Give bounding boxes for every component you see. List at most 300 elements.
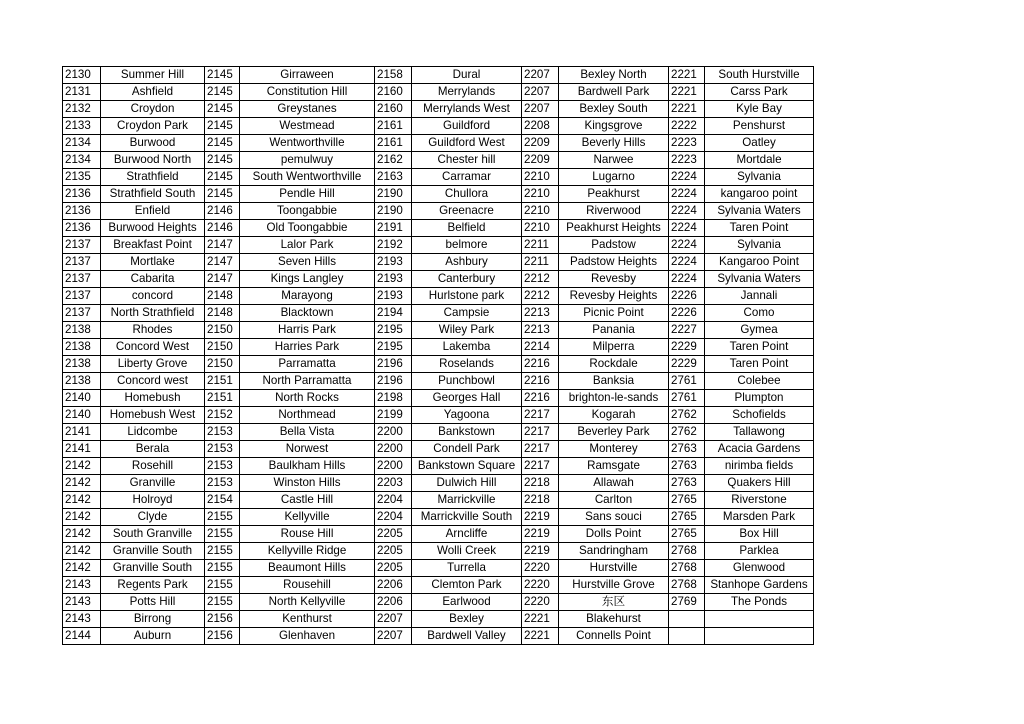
suburb-cell: Concord west bbox=[101, 373, 205, 390]
postcode-cell: 2142 bbox=[63, 526, 101, 543]
postcode-cell: 2217 bbox=[522, 424, 559, 441]
suburb-cell bbox=[705, 628, 814, 645]
postcode-cell: 2142 bbox=[63, 509, 101, 526]
suburb-cell: Ashfield bbox=[101, 84, 205, 101]
suburb-cell: Marrickville South bbox=[412, 509, 522, 526]
table-row bbox=[63, 67, 814, 84]
postcode-cell: 2137 bbox=[63, 288, 101, 305]
suburb-cell: Croydon bbox=[101, 101, 205, 118]
postcode-cell: 2223 bbox=[669, 135, 705, 152]
postcode-cell: 2217 bbox=[522, 441, 559, 458]
table-row bbox=[63, 203, 814, 220]
postcode-cell: 2768 bbox=[669, 543, 705, 560]
suburb-cell: Gymea bbox=[705, 322, 814, 339]
suburb-cell: Hurstville bbox=[559, 560, 669, 577]
postcode-cell: 2156 bbox=[205, 611, 240, 628]
suburb-cell: Bexley South bbox=[559, 101, 669, 118]
postcode-cell: 2147 bbox=[205, 254, 240, 271]
suburb-cell: Breakfast Point bbox=[101, 237, 205, 254]
suburb-cell: Sandringham bbox=[559, 543, 669, 560]
suburb-cell: Baulkham Hills bbox=[240, 458, 375, 475]
suburb-cell: North Strathfield bbox=[101, 305, 205, 322]
postcode-cell: 2160 bbox=[375, 84, 412, 101]
suburb-cell: belmore bbox=[412, 237, 522, 254]
postcode-cell: 2209 bbox=[522, 152, 559, 169]
suburb-cell: Narwee bbox=[559, 152, 669, 169]
suburb-cell: 东区 bbox=[559, 594, 669, 611]
postcode-cell: 2145 bbox=[205, 67, 240, 84]
table-row bbox=[63, 135, 814, 152]
suburb-cell: Bexley bbox=[412, 611, 522, 628]
suburb-cell: Westmead bbox=[240, 118, 375, 135]
suburb-cell: Greenacre bbox=[412, 203, 522, 220]
suburb-cell: Padstow bbox=[559, 237, 669, 254]
postcode-cell: 2219 bbox=[522, 543, 559, 560]
postcode-cell: 2194 bbox=[375, 305, 412, 322]
postcode-cell: 2226 bbox=[669, 305, 705, 322]
suburb-cell: Punchbowl bbox=[412, 373, 522, 390]
postcode-cell: 2223 bbox=[669, 152, 705, 169]
suburb-cell: Yagoona bbox=[412, 407, 522, 424]
postcode-cell bbox=[669, 611, 705, 628]
suburb-cell: Kangaroo Point bbox=[705, 254, 814, 271]
postcode-cell: 2193 bbox=[375, 271, 412, 288]
suburb-cell: Chullora bbox=[412, 186, 522, 203]
table-row bbox=[63, 339, 814, 356]
table-row bbox=[63, 424, 814, 441]
postcode-cell: 2199 bbox=[375, 407, 412, 424]
postcode-cell: 2155 bbox=[205, 577, 240, 594]
suburb-cell: Revesby Heights bbox=[559, 288, 669, 305]
postcode-cell: 2200 bbox=[375, 424, 412, 441]
postcode-cell: 2190 bbox=[375, 186, 412, 203]
postcode-cell: 2191 bbox=[375, 220, 412, 237]
suburb-cell: nirimba fields bbox=[705, 458, 814, 475]
table-row bbox=[63, 458, 814, 475]
postcode-cell: 2146 bbox=[205, 220, 240, 237]
postcode-cell: 2153 bbox=[205, 424, 240, 441]
postcode-cell: 2153 bbox=[205, 475, 240, 492]
postcode-cell: 2150 bbox=[205, 339, 240, 356]
postcode-cell: 2229 bbox=[669, 339, 705, 356]
postcode-cell: 2145 bbox=[205, 118, 240, 135]
suburb-cell: Lakemba bbox=[412, 339, 522, 356]
postcode-cell: 2207 bbox=[375, 611, 412, 628]
suburb-cell: Dulwich Hill bbox=[412, 475, 522, 492]
table-row bbox=[63, 152, 814, 169]
suburb-cell: Winston Hills bbox=[240, 475, 375, 492]
suburb-cell: Box Hill bbox=[705, 526, 814, 543]
suburb-cell: Campsie bbox=[412, 305, 522, 322]
suburb-cell: Padstow Heights bbox=[559, 254, 669, 271]
suburb-cell: Revesby bbox=[559, 271, 669, 288]
postcode-cell: 2150 bbox=[205, 322, 240, 339]
suburb-cell: Canterbury bbox=[412, 271, 522, 288]
postcode-cell: 2142 bbox=[63, 492, 101, 509]
postcode-cell: 2205 bbox=[375, 526, 412, 543]
suburb-cell: Condell Park bbox=[412, 441, 522, 458]
postcode-cell: 2763 bbox=[669, 441, 705, 458]
suburb-cell: Bankstown bbox=[412, 424, 522, 441]
suburb-cell: South Hurstville bbox=[705, 67, 814, 84]
suburb-cell: Ramsgate bbox=[559, 458, 669, 475]
suburb-cell: Dural bbox=[412, 67, 522, 84]
suburb-cell: Sylvania bbox=[705, 237, 814, 254]
suburb-cell: Jannali bbox=[705, 288, 814, 305]
suburb-cell: Connells Point bbox=[559, 628, 669, 645]
suburb-cell: Merrylands bbox=[412, 84, 522, 101]
postcode-cell: 2134 bbox=[63, 152, 101, 169]
table-row bbox=[63, 373, 814, 390]
suburb-cell: Northmead bbox=[240, 407, 375, 424]
postcode-cell: 2218 bbox=[522, 475, 559, 492]
postcode-cell: 2227 bbox=[669, 322, 705, 339]
postcode-cell: 2155 bbox=[205, 526, 240, 543]
postcode-cell: 2133 bbox=[63, 118, 101, 135]
postcode-cell: 2219 bbox=[522, 526, 559, 543]
suburb-cell: Bankstown Square bbox=[412, 458, 522, 475]
suburb-cell: Pendle Hill bbox=[240, 186, 375, 203]
suburb-cell: Greystanes bbox=[240, 101, 375, 118]
postcode-cell: 2190 bbox=[375, 203, 412, 220]
suburb-cell: Burwood bbox=[101, 135, 205, 152]
postcode-cell: 2136 bbox=[63, 220, 101, 237]
suburb-cell: Oatley bbox=[705, 135, 814, 152]
postcode-cell: 2209 bbox=[522, 135, 559, 152]
suburb-cell: Mortlake bbox=[101, 254, 205, 271]
suburb-cell: Banksia bbox=[559, 373, 669, 390]
suburb-cell: Lalor Park bbox=[240, 237, 375, 254]
suburb-cell: Sans souci bbox=[559, 509, 669, 526]
suburb-cell: Granville bbox=[101, 475, 205, 492]
postcode-cell: 2160 bbox=[375, 101, 412, 118]
suburb-cell: Harris Park bbox=[240, 322, 375, 339]
postcode-cell: 2221 bbox=[669, 84, 705, 101]
suburb-cell: Bexley North bbox=[559, 67, 669, 84]
suburb-cell: Rockdale bbox=[559, 356, 669, 373]
suburb-cell: Penshurst bbox=[705, 118, 814, 135]
postcode-cell: 2155 bbox=[205, 594, 240, 611]
suburb-cell: Tallawong bbox=[705, 424, 814, 441]
postcode-cell: 2207 bbox=[375, 628, 412, 645]
postcode-cell: 2210 bbox=[522, 220, 559, 237]
suburb-cell: Taren Point bbox=[705, 220, 814, 237]
suburb-cell: Castle Hill bbox=[240, 492, 375, 509]
postcode-cell: 2140 bbox=[63, 407, 101, 424]
postcode-cell: 2148 bbox=[205, 305, 240, 322]
table-row bbox=[63, 356, 814, 373]
postcode-cell: 2200 bbox=[375, 458, 412, 475]
postcode-cell: 2195 bbox=[375, 322, 412, 339]
table-row bbox=[63, 84, 814, 101]
suburb-cell: Glenhaven bbox=[240, 628, 375, 645]
table-row bbox=[63, 118, 814, 135]
postcode-cell: 2207 bbox=[522, 84, 559, 101]
suburb-cell: Wiley Park bbox=[412, 322, 522, 339]
suburb-cell: Burwood North bbox=[101, 152, 205, 169]
suburb-cell: Bella Vista bbox=[240, 424, 375, 441]
postcode-cell: 2161 bbox=[375, 118, 412, 135]
suburb-cell: Summer Hill bbox=[101, 67, 205, 84]
suburb-cell: Marsden Park bbox=[705, 509, 814, 526]
postcode-cell: 2156 bbox=[205, 628, 240, 645]
postcode-cell: 2769 bbox=[669, 594, 705, 611]
suburb-cell: Berala bbox=[101, 441, 205, 458]
suburb-cell: Taren Point bbox=[705, 339, 814, 356]
postcode-cell: 2151 bbox=[205, 373, 240, 390]
postcode-cell: 2137 bbox=[63, 271, 101, 288]
postcode-cell: 2193 bbox=[375, 288, 412, 305]
postcode-suburb-table bbox=[62, 66, 814, 645]
suburb-cell: Arncliffe bbox=[412, 526, 522, 543]
suburb-cell: Lugarno bbox=[559, 169, 669, 186]
suburb-cell: South Wentworthville bbox=[240, 169, 375, 186]
suburb-cell: Bardwell Valley bbox=[412, 628, 522, 645]
postcode-cell: 2221 bbox=[522, 628, 559, 645]
suburb-cell: Parklea bbox=[705, 543, 814, 560]
suburb-cell: Wolli Creek bbox=[412, 543, 522, 560]
suburb-cell: Marrickville bbox=[412, 492, 522, 509]
suburb-cell: Guildford bbox=[412, 118, 522, 135]
table-row bbox=[63, 560, 814, 577]
postcode-cell: 2216 bbox=[522, 390, 559, 407]
postcode-cell: 2134 bbox=[63, 135, 101, 152]
table-row bbox=[63, 492, 814, 509]
postcode-cell: 2137 bbox=[63, 305, 101, 322]
table-row bbox=[63, 475, 814, 492]
postcode-cell: 2763 bbox=[669, 458, 705, 475]
postcode-cell: 2212 bbox=[522, 271, 559, 288]
postcode-cell: 2136 bbox=[63, 203, 101, 220]
postcode-cell: 2204 bbox=[375, 492, 412, 509]
postcode-cell: 2145 bbox=[205, 152, 240, 169]
suburb-cell: Liberty Grove bbox=[101, 356, 205, 373]
postcode-cell: 2136 bbox=[63, 186, 101, 203]
postcode-cell: 2155 bbox=[205, 543, 240, 560]
suburb-cell: Picnic Point bbox=[559, 305, 669, 322]
postcode-cell: 2224 bbox=[669, 254, 705, 271]
postcode-cell: 2765 bbox=[669, 509, 705, 526]
suburb-cell: Belfield bbox=[412, 220, 522, 237]
table-row bbox=[63, 220, 814, 237]
suburb-cell: Beaumont Hills bbox=[240, 560, 375, 577]
suburb-cell: South Granville bbox=[101, 526, 205, 543]
postcode-cell: 2192 bbox=[375, 237, 412, 254]
postcode-cell: 2193 bbox=[375, 254, 412, 271]
suburb-cell: Riverstone bbox=[705, 492, 814, 509]
suburb-cell: Stanhope Gardens bbox=[705, 577, 814, 594]
table-row bbox=[63, 186, 814, 203]
suburb-cell: Lidcombe bbox=[101, 424, 205, 441]
postcode-cell: 2220 bbox=[522, 577, 559, 594]
suburb-cell: Guildford West bbox=[412, 135, 522, 152]
suburb-cell: Milperra bbox=[559, 339, 669, 356]
postcode-cell: 2142 bbox=[63, 543, 101, 560]
postcode-cell: 2214 bbox=[522, 339, 559, 356]
suburb-cell: Hurlstone park bbox=[412, 288, 522, 305]
postcode-cell: 2207 bbox=[522, 67, 559, 84]
postcode-cell: 2224 bbox=[669, 220, 705, 237]
table-row bbox=[63, 254, 814, 271]
postcode-cell: 2218 bbox=[522, 492, 559, 509]
postcode-cell bbox=[669, 628, 705, 645]
suburb-cell: Quakers Hill bbox=[705, 475, 814, 492]
postcode-cell: 2768 bbox=[669, 577, 705, 594]
postcode-cell: 2213 bbox=[522, 305, 559, 322]
postcode-cell: 2148 bbox=[205, 288, 240, 305]
suburb-cell: Norwest bbox=[240, 441, 375, 458]
postcode-cell: 2145 bbox=[205, 84, 240, 101]
suburb-cell: Homebush bbox=[101, 390, 205, 407]
suburb-cell: brighton-le-sands bbox=[559, 390, 669, 407]
suburb-cell: Old Toongabbie bbox=[240, 220, 375, 237]
suburb-cell: Kellyville bbox=[240, 509, 375, 526]
suburb-cell: Monterey bbox=[559, 441, 669, 458]
table-row bbox=[63, 305, 814, 322]
suburb-cell bbox=[705, 611, 814, 628]
suburb-cell: pemulwuy bbox=[240, 152, 375, 169]
postcode-cell: 2205 bbox=[375, 543, 412, 560]
table-row bbox=[63, 526, 814, 543]
suburb-cell: Roselands bbox=[412, 356, 522, 373]
postcode-cell: 2141 bbox=[63, 424, 101, 441]
postcode-cell: 2219 bbox=[522, 509, 559, 526]
suburb-cell: Kogarah bbox=[559, 407, 669, 424]
suburb-cell: Georges Hall bbox=[412, 390, 522, 407]
postcode-cell: 2224 bbox=[669, 186, 705, 203]
postcode-cell: 2162 bbox=[375, 152, 412, 169]
suburb-cell: North Kellyville bbox=[240, 594, 375, 611]
suburb-cell: Peakhurst bbox=[559, 186, 669, 203]
table-row bbox=[63, 169, 814, 186]
postcode-cell: 2221 bbox=[669, 67, 705, 84]
suburb-cell: Hurstville Grove bbox=[559, 577, 669, 594]
suburb-cell: The Ponds bbox=[705, 594, 814, 611]
postcode-cell: 2154 bbox=[205, 492, 240, 509]
suburb-cell: Kyle Bay bbox=[705, 101, 814, 118]
suburb-cell: Allawah bbox=[559, 475, 669, 492]
postcode-cell: 2137 bbox=[63, 254, 101, 271]
postcode-cell: 2143 bbox=[63, 577, 101, 594]
postcode-cell: 2763 bbox=[669, 475, 705, 492]
table-row bbox=[63, 390, 814, 407]
suburb-cell: Constitution Hill bbox=[240, 84, 375, 101]
postcode-cell: 2151 bbox=[205, 390, 240, 407]
suburb-cell: Colebee bbox=[705, 373, 814, 390]
suburb-cell: Seven Hills bbox=[240, 254, 375, 271]
postcode-cell: 2195 bbox=[375, 339, 412, 356]
suburb-cell: Como bbox=[705, 305, 814, 322]
postcode-cell: 2216 bbox=[522, 356, 559, 373]
suburb-cell: Peakhurst Heights bbox=[559, 220, 669, 237]
postcode-cell: 2196 bbox=[375, 356, 412, 373]
suburb-cell: Glenwood bbox=[705, 560, 814, 577]
postcode-cell: 2161 bbox=[375, 135, 412, 152]
postcode-cell: 2221 bbox=[669, 101, 705, 118]
suburb-cell: Granville South bbox=[101, 543, 205, 560]
table-row bbox=[63, 628, 814, 645]
postcode-cell: 2205 bbox=[375, 560, 412, 577]
suburb-cell: Beverly Hills bbox=[559, 135, 669, 152]
postcode-cell: 2210 bbox=[522, 186, 559, 203]
postcode-cell: 2145 bbox=[205, 186, 240, 203]
postcode-cell: 2765 bbox=[669, 526, 705, 543]
table-row bbox=[63, 322, 814, 339]
postcode-cell: 2208 bbox=[522, 118, 559, 135]
suburb-cell: Acacia Gardens bbox=[705, 441, 814, 458]
postcode-cell: 2147 bbox=[205, 271, 240, 288]
postcode-cell: 2207 bbox=[522, 101, 559, 118]
suburb-cell: Earlwood bbox=[412, 594, 522, 611]
suburb-cell: Blacktown bbox=[240, 305, 375, 322]
postcode-cell: 2137 bbox=[63, 237, 101, 254]
postcode-cell: 2762 bbox=[669, 407, 705, 424]
suburb-cell: North Parramatta bbox=[240, 373, 375, 390]
suburb-cell: Kings Langley bbox=[240, 271, 375, 288]
postcode-cell: 2144 bbox=[63, 628, 101, 645]
postcode-cell: 2196 bbox=[375, 373, 412, 390]
table-row bbox=[63, 509, 814, 526]
table-row bbox=[63, 577, 814, 594]
postcode-cell: 2138 bbox=[63, 322, 101, 339]
postcode-cell: 2141 bbox=[63, 441, 101, 458]
suburb-cell: Rousehill bbox=[240, 577, 375, 594]
postcode-cell: 2221 bbox=[522, 611, 559, 628]
suburb-cell: Holroyd bbox=[101, 492, 205, 509]
suburb-cell: Carlton bbox=[559, 492, 669, 509]
table-body bbox=[63, 67, 814, 645]
postcode-cell: 2761 bbox=[669, 390, 705, 407]
table-row bbox=[63, 594, 814, 611]
suburb-cell: Schofields bbox=[705, 407, 814, 424]
postcode-cell: 2142 bbox=[63, 458, 101, 475]
postcode-cell: 2224 bbox=[669, 271, 705, 288]
postcode-cell: 2147 bbox=[205, 237, 240, 254]
postcode-cell: 2135 bbox=[63, 169, 101, 186]
suburb-cell: kangaroo point bbox=[705, 186, 814, 203]
suburb-cell: Turrella bbox=[412, 560, 522, 577]
postcode-cell: 2762 bbox=[669, 424, 705, 441]
postcode-cell: 2213 bbox=[522, 322, 559, 339]
postcode-cell: 2210 bbox=[522, 203, 559, 220]
suburb-cell: Kingsgrove bbox=[559, 118, 669, 135]
postcode-cell: 2142 bbox=[63, 560, 101, 577]
suburb-cell: Kellyville Ridge bbox=[240, 543, 375, 560]
suburb-cell: Sylvania Waters bbox=[705, 271, 814, 288]
suburb-cell: Ashbury bbox=[412, 254, 522, 271]
table-row bbox=[63, 543, 814, 560]
table-row bbox=[63, 407, 814, 424]
suburb-cell: Merrylands West bbox=[412, 101, 522, 118]
postcode-cell: 2212 bbox=[522, 288, 559, 305]
postcode-cell: 2155 bbox=[205, 560, 240, 577]
postcode-cell: 2229 bbox=[669, 356, 705, 373]
postcode-cell: 2765 bbox=[669, 492, 705, 509]
postcode-cell: 2224 bbox=[669, 169, 705, 186]
postcode-cell: 2138 bbox=[63, 373, 101, 390]
suburb-cell: Burwood Heights bbox=[101, 220, 205, 237]
postcode-cell: 2145 bbox=[205, 169, 240, 186]
suburb-cell: Auburn bbox=[101, 628, 205, 645]
suburb-cell: Cabarita bbox=[101, 271, 205, 288]
suburb-cell: Enfield bbox=[101, 203, 205, 220]
postcode-cell: 2206 bbox=[375, 594, 412, 611]
postcode-cell: 2220 bbox=[522, 594, 559, 611]
suburb-cell: Marayong bbox=[240, 288, 375, 305]
postcode-cell: 2131 bbox=[63, 84, 101, 101]
postcode-cell: 2220 bbox=[522, 560, 559, 577]
postcode-cell: 2152 bbox=[205, 407, 240, 424]
